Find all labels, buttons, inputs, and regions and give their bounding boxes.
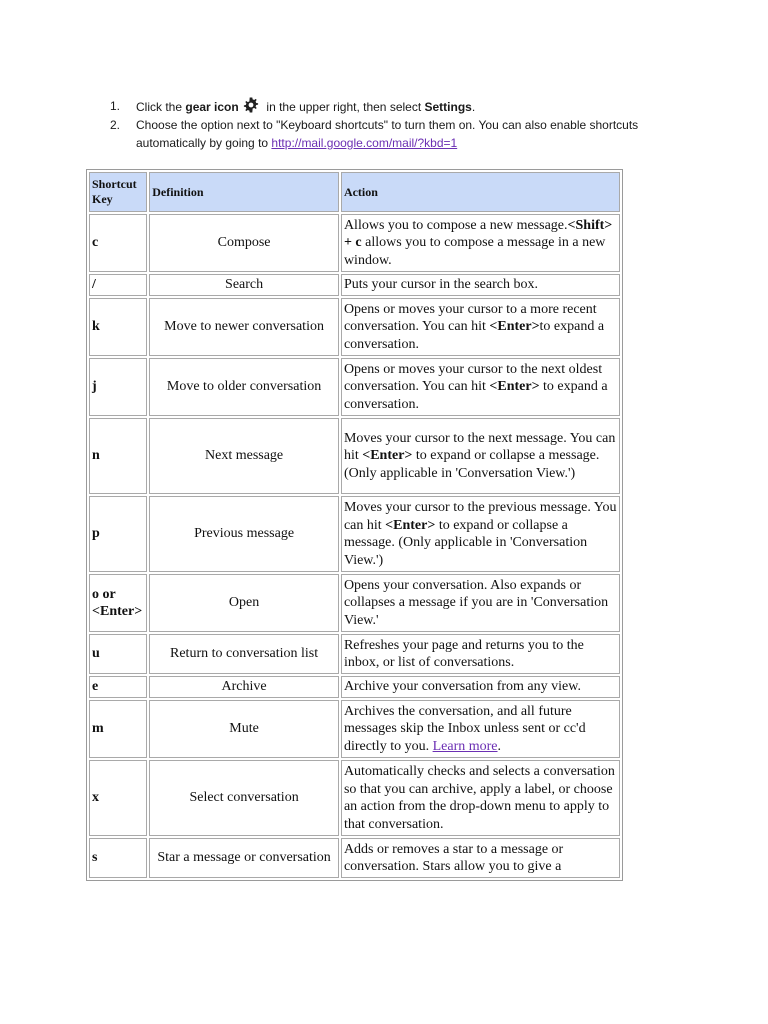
shortcut-key-cell: n [89,418,147,494]
header-shortcut-key: Shortcut Key [89,172,147,212]
definition-cell: Open [149,574,339,632]
shortcuts-table [86,169,623,881]
action-text: Archive your conversation from any view. [343,679,581,695]
gear-icon-label: gear icon [185,100,239,114]
action-cell [341,700,620,758]
definition-cell: Mute [149,700,339,758]
step-number: 2. [110,118,121,132]
action-cell [341,358,620,416]
header-action: Action [341,172,620,212]
key-combo: <Enter> [489,379,540,395]
definition-cell: Compose [149,214,339,272]
table-row [89,634,620,674]
shortcut-key-cell: o or <Enter> [89,574,147,632]
key-combo: <Enter> [362,448,413,464]
key-combo: <Enter> [489,319,540,335]
action-text: allows you to compose a message in a new window. [343,235,606,268]
shortcut-key-cell: x [89,760,147,836]
action-cell [341,274,620,296]
table-row [89,838,620,878]
table-row [89,214,620,272]
table-row [89,760,620,836]
action-cell [341,838,620,878]
definition-cell: Move to older conversation [149,358,339,416]
action-text: Allows you to compose a new message. [343,217,568,233]
action-text: Opens or moves your cursor to the next oldest conversation. You can hit [343,361,603,395]
action-text: Opens your conversation. Also expands or collapses a message if you are in 'Conversation View.' [343,577,609,628]
shortcut-key-cell: p [89,496,147,572]
key-combo: <Enter> [385,517,436,533]
step-text: Choose the option next to "Keyboard shortcuts" to turn them on. You can also enable shortcuts automatically by going to http://mail.google.com/mail/?kbd=1 [136,118,639,150]
definition-cell: Return to conversation list [149,634,339,674]
action-cell [341,298,620,356]
action-cell [341,676,620,698]
instructions-list [110,97,710,152]
action-text: Opens or moves your cursor to a more recent conversation. You can hit [343,301,597,335]
action-text: to expand or collapse a message. (Only applicable in 'Conversation View.') [343,448,600,481]
action-cell [341,760,620,836]
shortcut-key-cell: e [89,676,147,698]
action-text: to expand or collapse a message. (Only applicable in 'Conversation View.') [343,517,588,568]
action-text: Automatically checks and selects a conversation so that you can archive, apply a label, or choose an action from the drop-down menu to apply to that conversation. [343,764,615,832]
action-cell [341,214,620,272]
definition-cell: Next message [149,418,339,494]
gear-icon [243,97,259,113]
shortcut-key-cell: c [89,214,147,272]
shortcut-key-cell: k [89,298,147,356]
table-row [89,418,620,494]
action-text: to expand a conversation. [343,379,608,412]
action-text: . [497,738,502,754]
action-cell [341,418,620,494]
definition-cell: Previous message [149,496,339,572]
table-row [89,496,620,572]
definition-cell: Move to newer conversation [149,298,339,356]
action-text: Archives the conversation, and all future messages skip the Inbox unless sent or cc'd directly to you. [343,703,586,754]
definition-cell: Star a message or conversation [149,838,339,878]
action-text: Adds or removes a star to a message or conversation. Stars allow you to give a [343,841,564,874]
shortcut-key-cell: / [89,274,147,296]
action-cell [341,496,620,572]
instruction-step-2 [110,116,710,152]
action-text: Moves your cursor to the next message. You can hit [343,430,616,464]
action-text: Refreshes your page and returns you to the inbox, or list of conversations. [343,637,584,670]
table-row [89,298,620,356]
step-number: 1. [110,99,121,113]
learn-more-link[interactable]: Learn more [432,738,498,754]
key-combo: <Shift> + c [343,217,613,251]
action-text: Puts your cursor in the search box. [343,277,538,293]
shortcut-key-cell: u [89,634,147,674]
table-row [89,676,620,698]
action-text: Moves your cursor to the previous message. You can hit [343,500,617,533]
header-definition: Definition [149,172,339,212]
kbd-shortcuts-link[interactable]: http://mail.google.com/mail/?kbd=1 [271,136,458,150]
action-text: to expand a conversation. [343,319,605,352]
table-row [89,358,620,416]
settings-label: Settings [424,100,472,114]
definition-cell: Select conversation [149,760,339,836]
shortcut-key-cell: j [89,358,147,416]
action-cell [341,634,620,674]
table-row [89,700,620,758]
shortcut-key-cell: m [89,700,147,758]
table-row [89,274,620,296]
definition-cell: Search [149,274,339,296]
step-text: Click the gear icon in the upper right, then select Settings. [136,97,710,116]
action-cell [341,574,620,632]
table-header-row [89,172,620,212]
definition-cell: Archive [149,676,339,698]
instruction-step-1 [110,97,710,116]
shortcut-key-cell: s [89,838,147,878]
table-row [89,574,620,632]
